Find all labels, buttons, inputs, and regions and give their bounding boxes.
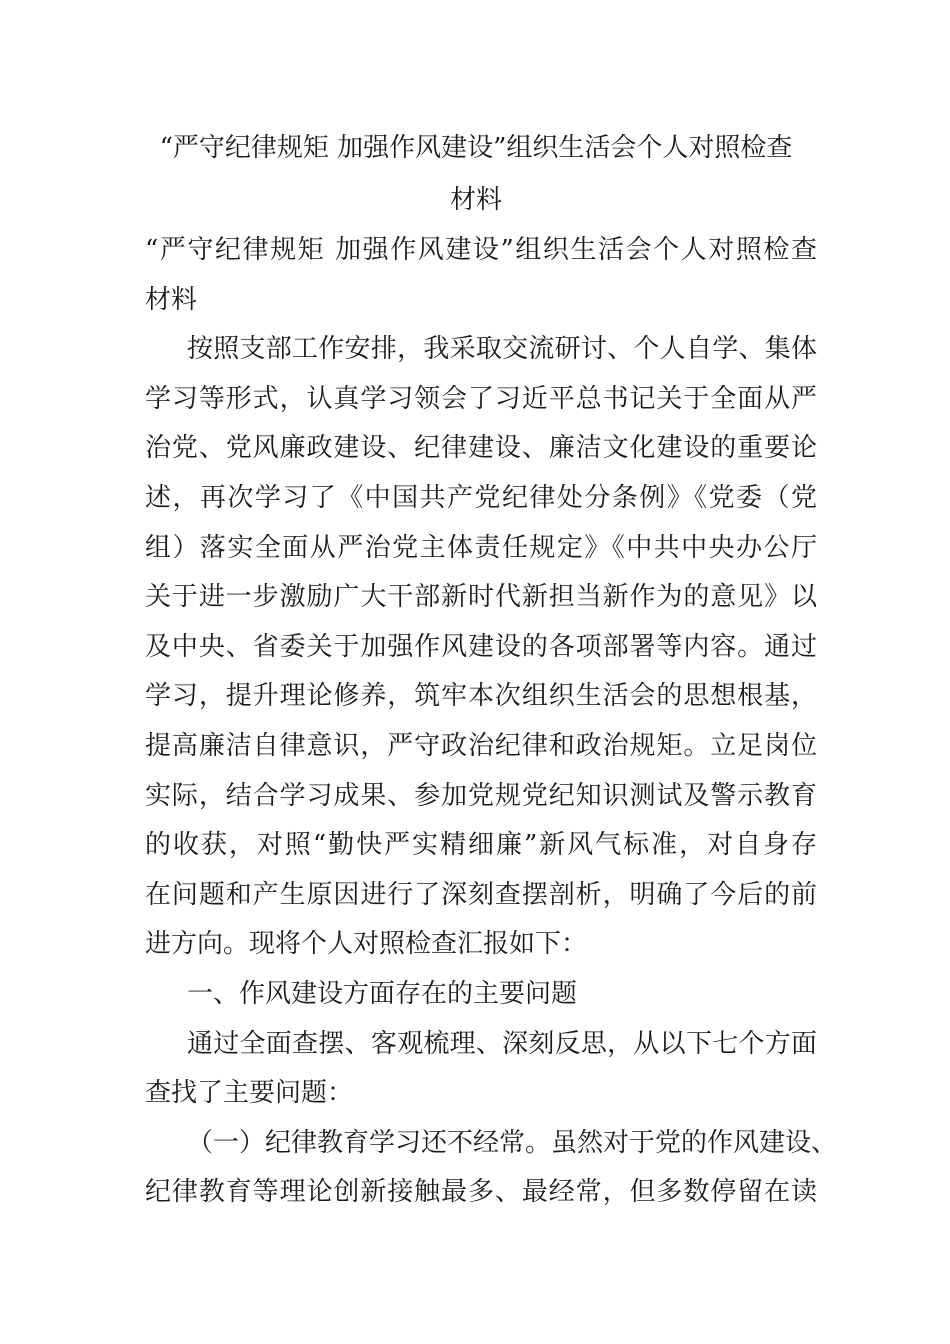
body-line: 实际，结合学习成果、参加党规党纪知识测试及警示教育 — [145, 780, 817, 811]
body-line: 纪律教育等理论创新接触最多、最经常，但多数停留在读 — [145, 1177, 817, 1208]
body-line: 提高廉洁自律意识，严守政治纪律和政治规矩。立足岗位 — [145, 731, 817, 761]
body-line: 查找了主要问题： — [145, 1078, 354, 1109]
body-line: 述，再次学习了《中国共产党纪律处分条例》《党委（党 — [145, 483, 817, 513]
body-line: 关于进一步激励广大干部新时代新担当新作为的意见》以 — [145, 582, 817, 613]
body-line: 按照支部工作安排，我采取交流研讨、个人自学、集体 — [187, 334, 817, 365]
body-line: 一、作风建设方面存在的主要问题 — [187, 979, 578, 1009]
body-line: 通过全面查摆、客观梳理、深刻反思，从以下七个方面 — [187, 1028, 817, 1059]
body-line: “严守纪律规矩 加强作风建设”组织生活会个人对照检查 — [145, 235, 817, 265]
body-line: 进方向。现将个人对照检查汇报如下： — [145, 929, 588, 960]
body-line: 学习等形式，认真学习领会了习近平总书记关于全面从严 — [145, 383, 817, 414]
body-line: 组）落实全面从严治党主体责任规定》《中共中央办公厅 — [145, 532, 817, 563]
body-line: （一）纪律教育学习还不经常。虽然对于党的作风建设、 — [187, 1127, 838, 1158]
body-line: 及中央、省委关于加强作风建设的各项部署等内容。通过 — [145, 631, 817, 662]
body-line: 的收获，对照“勤快严实精细廉”新风气标准，对自身存 — [145, 830, 817, 861]
body-line: 材料 — [145, 284, 198, 315]
document-title-line-1: “严守纪律规矩 加强作风建设”组织生活会个人对照检查 — [159, 133, 793, 163]
body-line: 治党、党风廉政建设、纪律建设、廉洁文化建设的重要论 — [145, 433, 817, 464]
body-line: 在问题和产生原因进行了深刻查摆剖析，明确了今后的前 — [145, 879, 817, 910]
document-title-line-2: 材料 — [449, 185, 502, 215]
body-line: 学习，提升理论修养，筑牢本次组织生活会的思想根基， — [145, 681, 817, 712]
